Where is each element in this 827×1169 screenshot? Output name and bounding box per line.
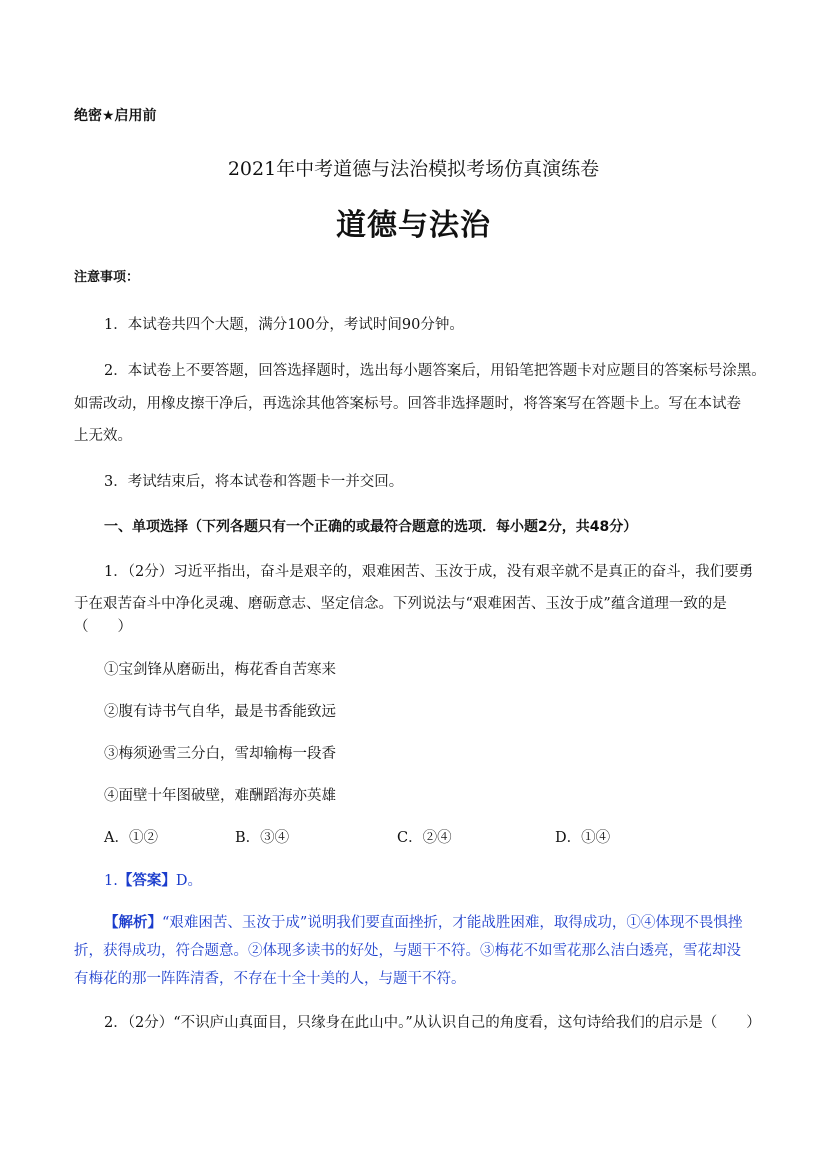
notice-item-3: 3．考试结束后，将本试卷和答题卡一并交回。 [104, 474, 404, 490]
exam-title: 2021年中考道德与法治模拟考场仿真演练卷 [227, 158, 600, 180]
question-1-item-3: ③梅须逊雪三分白，雪却输梅一段香 [104, 746, 336, 762]
subject-title: 道德与法治 [336, 208, 491, 243]
notice-item-1: 1．本试卷共四个大题，满分100分，考试时间90分钟。 [104, 317, 464, 333]
question-1-item-2: ②腹有诗书气自华，最是书香能致远 [104, 704, 336, 720]
question-1-line-2: 于在艰苦奋斗中净化灵魂、磨砺意志、坚定信念。下列说法与“艰难困苦、玉汝于成”蕴含道理一致的是 [74, 596, 727, 612]
question-1-item-4: ④面壁十年图破壁，难酬蹈海亦英雄 [104, 788, 336, 804]
question-1-item-1: ①宝剑锋从磨砺出，梅花香自苦寒来 [104, 662, 336, 678]
question-1-analysis-line-3: 有梅花的那一阵阵清香，不存在十全十美的人，与题干不符。 [74, 971, 466, 987]
notice-item-2-line-2: 如需改动，用橡皮擦干净后，再选涂其他答案标号。回答非选择题时，将答案写在答题卡上。写在本试卷 [74, 396, 741, 412]
question-1-analysis-line-1 [104, 913, 742, 933]
notice-item-2-line-1: 2．本试卷上不要答题，回答选择题时，选出每小题答案后，用铅笔把答题卡对应题目的答案标号涂黑。 [104, 363, 766, 379]
answer-number: 1. [104, 873, 118, 889]
question-1-option-c: C．②④ [397, 830, 452, 846]
question-2-line-1: 2．（2分）“不识庐山真面目，只缘身在此山中。”从认识自己的角度看，这句诗给我们的启示是（ ） [104, 1015, 761, 1031]
confidential-label: 绝密★启用前 [74, 108, 157, 124]
analysis-text-1: “艰难困苦、玉汝于成”说明我们要直面挫折，才能战胜困难，取得成功，①④体现不畏惧挫 [162, 915, 743, 931]
question-1-line-1: 1．（2分）习近平指出，奋斗是艰辛的，艰难困苦、玉汝于成，没有艰辛就不是真正的奋斗，我们要勇 [104, 564, 754, 580]
answer-value: D。 [175, 873, 202, 889]
question-1-line-3: （ ） [74, 619, 132, 635]
question-1-option-b: B．③④ [235, 830, 290, 846]
answer-label: 【答案】 [117, 873, 176, 889]
analysis-label: 【解析】 [104, 915, 162, 931]
notice-heading: 注意事项： [74, 270, 140, 285]
section-heading: 一、单项选择（下列各题只有一个正确的或最符合题意的选项．每小题2分，共48分） [104, 519, 638, 535]
question-1-analysis-line-2: 折，获得成功，符合题意。②体现多读书的好处，与题干不符。③梅花不如雪花那么洁白透亮，雪花却没 [74, 943, 741, 959]
question-1-option-a: A．①② [104, 830, 158, 846]
notice-item-2-line-3: 上无效。 [74, 428, 132, 444]
question-1-answer [104, 871, 202, 891]
question-1-option-d: D．①④ [555, 830, 611, 846]
